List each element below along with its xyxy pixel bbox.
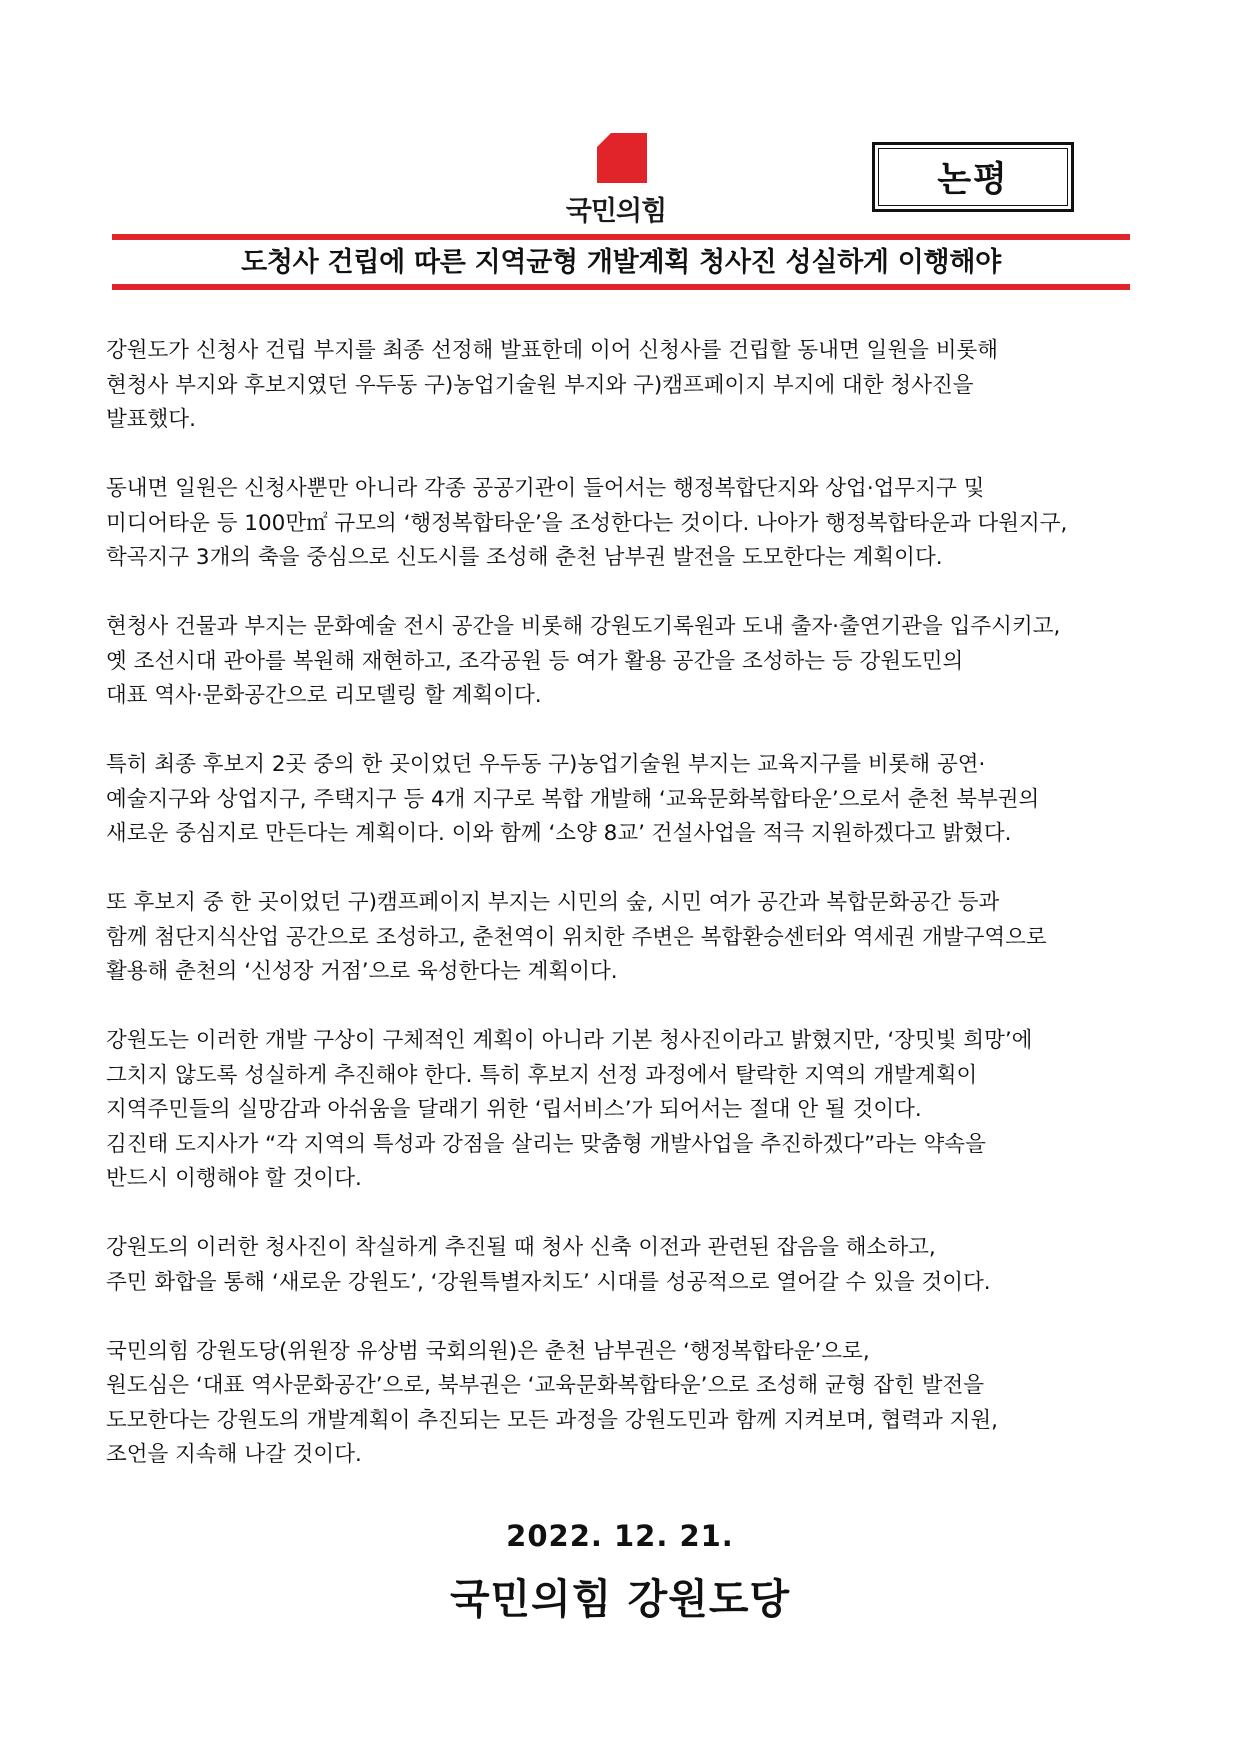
issue-date: 2022. 12. 21. (506, 1519, 734, 1553)
paragraph (106, 1024, 1136, 1197)
paragraph (106, 610, 1136, 714)
paragraph (106, 886, 1136, 990)
paragraph-line: 새로운 중심지로 만든다는 계획이다. 이와 함께 ‘소양 8교’ 건설사업을 적극 지원하겠다고 밝혔다. (106, 821, 1012, 846)
paragraph-line: 반드시 이행해야 할 것이다. (106, 1166, 362, 1191)
paragraph-line: 예술지구와 상업지구, 주택지구 등 4개 지구로 복합 개발해 ‘교육문화복합타운’으로서 춘천 북부권의 (106, 786, 1040, 812)
party-logo-mark-icon (597, 133, 647, 183)
statement-body (106, 334, 1136, 1507)
paragraph-line: 국민의힘 강원도당(위원장 유상범 국회의원)은 춘천 남부권은 ‘행정복합타운’으로, (106, 1338, 870, 1364)
paragraph-line: 강원도는 이러한 개발 구상이 구체적인 계획이 아니라 기본 청사진이라고 밝혔지만, ‘장밋빛 희망’에 (106, 1028, 1033, 1053)
paragraph-line: 그치지 않도록 성실하게 추진해야 한다. 특히 후보지 선정 과정에서 탈락한 지역의 개발계획이 (106, 1062, 978, 1088)
paragraph (106, 1335, 1136, 1473)
paragraph (106, 1231, 1136, 1300)
headline-top-rule (112, 234, 1130, 240)
paragraph-line: 미디어타운 등 100만㎡ 규모의 ‘행정복합타운’을 조성한다는 것이다. 나아가 행정복합타운과 다원지구, (106, 510, 1068, 536)
headline: 도청사 건립에 따른 지역균형 개발계획 청사진 성실하게 이행해야 (241, 247, 1001, 278)
paragraph-line: 현청사 부지와 후보지였던 우두동 구)농업기술원 부지와 구)캠프페이지 부지에 대한 청사진을 (106, 372, 974, 398)
paragraph-line: 옛 조선시대 관아를 복원해 재현하고, 조각공원 등 여가 활용 공간을 조성하는 등 강원도민의 (106, 648, 964, 674)
paragraph-line: 지역주민들의 실망감과 아쉬움을 달래기 위한 ‘립서비스’가 되어서는 절대 안 될 것이다. (106, 1097, 922, 1122)
paragraph-line: 도모한다는 강원도의 개발계획이 추진되는 모든 과정을 강원도민과 함께 지켜보며, 협력과 지원, (106, 1407, 999, 1433)
paragraph-line: 활용해 춘천의 ‘신성장 거점’으로 육성한다는 계획이다. (106, 959, 618, 984)
issuer-name: 국민의힘 강원도당 (449, 1575, 791, 1623)
paragraph-line: 조언을 지속해 나갈 것이다. (106, 1442, 362, 1467)
paragraph (106, 472, 1136, 576)
document-type-badge (872, 142, 1074, 212)
paragraph-line: 주민 화합을 통해 ‘새로운 강원도’, ‘강원특별자치도’ 시대를 성공적으로 열어갈 수 있을 것이다. (106, 1269, 991, 1295)
paragraph-line: 학곡지구 3개의 축을 중심으로 신도시를 조성해 춘천 남부권 발전을 도모한다는 계획이다. (106, 545, 943, 570)
party-logo (555, 133, 695, 233)
paragraph (106, 748, 1136, 852)
paragraph-line: 또 후보지 중 한 곳이었던 구)캠프페이지 부지는 시민의 숲, 시민 여가 공간과 복합문화공간 등과 (106, 890, 1000, 915)
paragraph-line: 강원도의 이러한 청사진이 착실하게 추진될 때 청사 신축 이전과 관련된 잡음을 해소하고, (106, 1235, 936, 1260)
paragraph-line: 특히 최종 후보지 2곳 중의 한 곳이었던 우두동 구)농업기술원 부지는 교육지구를 비롯해 공연· (106, 752, 986, 777)
paragraph-line: 강원도가 신청사 건립 부지를 최종 선정해 발표한데 이어 신청사를 건립할 동내면 일원을 비롯해 (106, 338, 999, 363)
paragraph-line: 김진태 도지사가 “각 지역의 특성과 강점을 살리는 맞춤형 개발사업을 추진하겠다”라는 약속을 (106, 1131, 986, 1157)
party-logo-text: 국민의힘 (565, 196, 667, 227)
paragraph-line: 현청사 건물과 부지는 문화예술 전시 공간을 비롯해 강원도기록원과 도내 출자·출연기관을 입주시키고, (106, 614, 1061, 639)
paragraph-line: 원도심은 ‘대표 역사문화공간’으로, 북부권은 ‘교육문화복합타운’으로 조성해 균형 잡힌 발전을 (106, 1373, 985, 1398)
headline-bottom-rule (112, 284, 1130, 290)
paragraph-line: 발표했다. (106, 407, 196, 432)
paragraph-line: 대표 역사·문화공간으로 리모델링 할 계획이다. (106, 683, 542, 708)
paragraph-line: 함께 첨단지식산업 공간으로 조성하고, 춘천역이 위치한 주변은 복합환승센터와 역세권 개발구역으로 (106, 924, 1047, 950)
document-type-label: 논평 (878, 148, 1068, 206)
paragraph (106, 334, 1136, 438)
paragraph-line: 동내면 일원은 신청사뿐만 아니라 각종 공공기관이 들어서는 행정복합단지와 상업·업무지구 및 (106, 476, 985, 501)
